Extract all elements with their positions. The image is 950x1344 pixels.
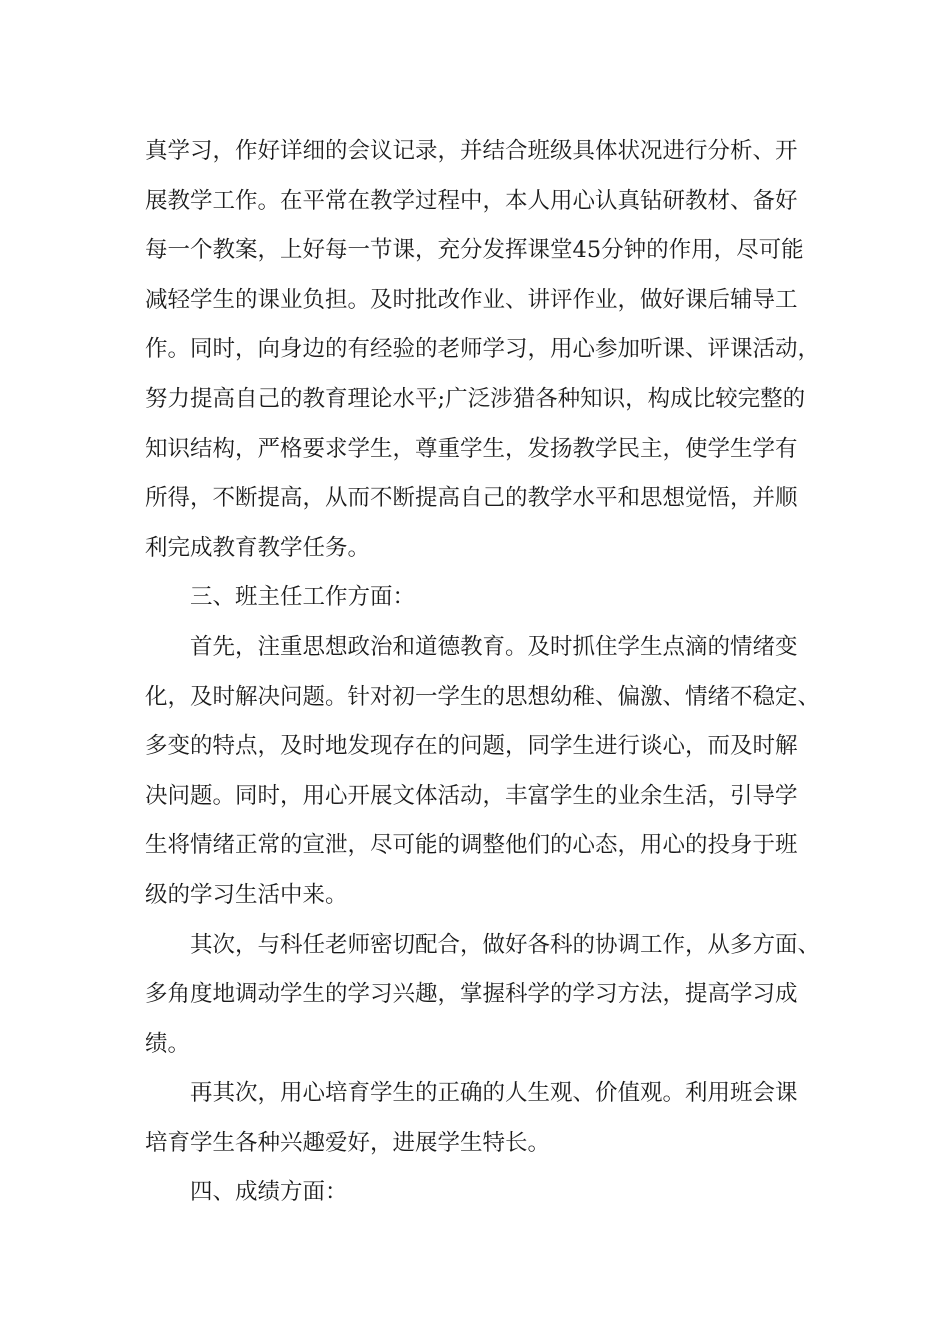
text-line: 培育学生各种兴趣爱好，进展学生特长。 <box>145 1129 551 1156</box>
section-heading-results <box>145 1168 825 1218</box>
text-line: 利完成教育教学任务。 <box>145 534 371 561</box>
text-line: 生将情绪正常的宣泄，尽可能的调整他们的心态，用心的投身于班 <box>145 832 798 859</box>
text-line: 减轻学生的课业负担。及时批改作业、讲评作业，做好课后辅导工 <box>145 286 798 313</box>
text-line: 多角度地调动学生的学习兴趣，掌握科学的学习方法，提高学习成 <box>145 981 798 1008</box>
paragraph-second <box>145 921 825 1070</box>
text-line: 多变的特点，及时地发现存在的问题，同学生进行谈心，而及时解 <box>145 733 798 760</box>
text-line: 所得，不断提高，从而不断提高自己的教学水平和思想觉悟，并顺 <box>145 485 798 512</box>
document-body <box>145 127 825 1218</box>
text-line: 化，及时解决问题。针对初一学生的思想幼稚、偏激、情绪不稳定、 <box>145 683 821 710</box>
text-line: 再其次，用心培育学生的正确的人生观、价值观。利用班会课 <box>190 1080 798 1107</box>
text-line: 作。同时，向身边的有经验的老师学习，用心参加听课、评课活动， <box>145 336 821 363</box>
paragraph-third <box>145 1069 825 1168</box>
text-line: 首先，注重思想政治和道德教育。及时抓住学生点滴的情绪变 <box>190 633 798 660</box>
paragraph-teaching-continuation <box>145 127 825 573</box>
text-line: 其次，与科任老师密切配合，做好各科的协调工作，从多方面、 <box>190 931 821 958</box>
text-line: 知识结构，严格要求学生，尊重学生，发扬教学民主，使学生学有 <box>145 435 798 462</box>
paragraph-first <box>145 623 825 921</box>
text-line: 决问题。同时，用心开展文体活动，丰富学生的业余生活，引导学 <box>145 782 798 809</box>
heading-text: 四、成绩方面： <box>190 1179 348 1206</box>
text-line: 绩。 <box>145 1030 191 1057</box>
section-heading-head-teacher-work <box>145 573 825 623</box>
text-line: 真学习，作好详细的会议记录，并结合班级具体状况进行分析、开 <box>145 138 798 164</box>
text-line: 每一个教案，上好每一节课，充分发挥课堂45分钟的作用，尽可能 <box>145 237 804 264</box>
text-line: 努力提高自己的教育理论水平;广泛涉猎各种知识，构成比较完整的 <box>145 385 806 412</box>
heading-text: 三、班主任工作方面： <box>190 584 416 611</box>
text-line: 展教学工作。在平常在教学过程中，本人用心认真钻研教材、备好 <box>145 187 798 214</box>
text-line: 级的学习生活中来。 <box>145 881 348 908</box>
